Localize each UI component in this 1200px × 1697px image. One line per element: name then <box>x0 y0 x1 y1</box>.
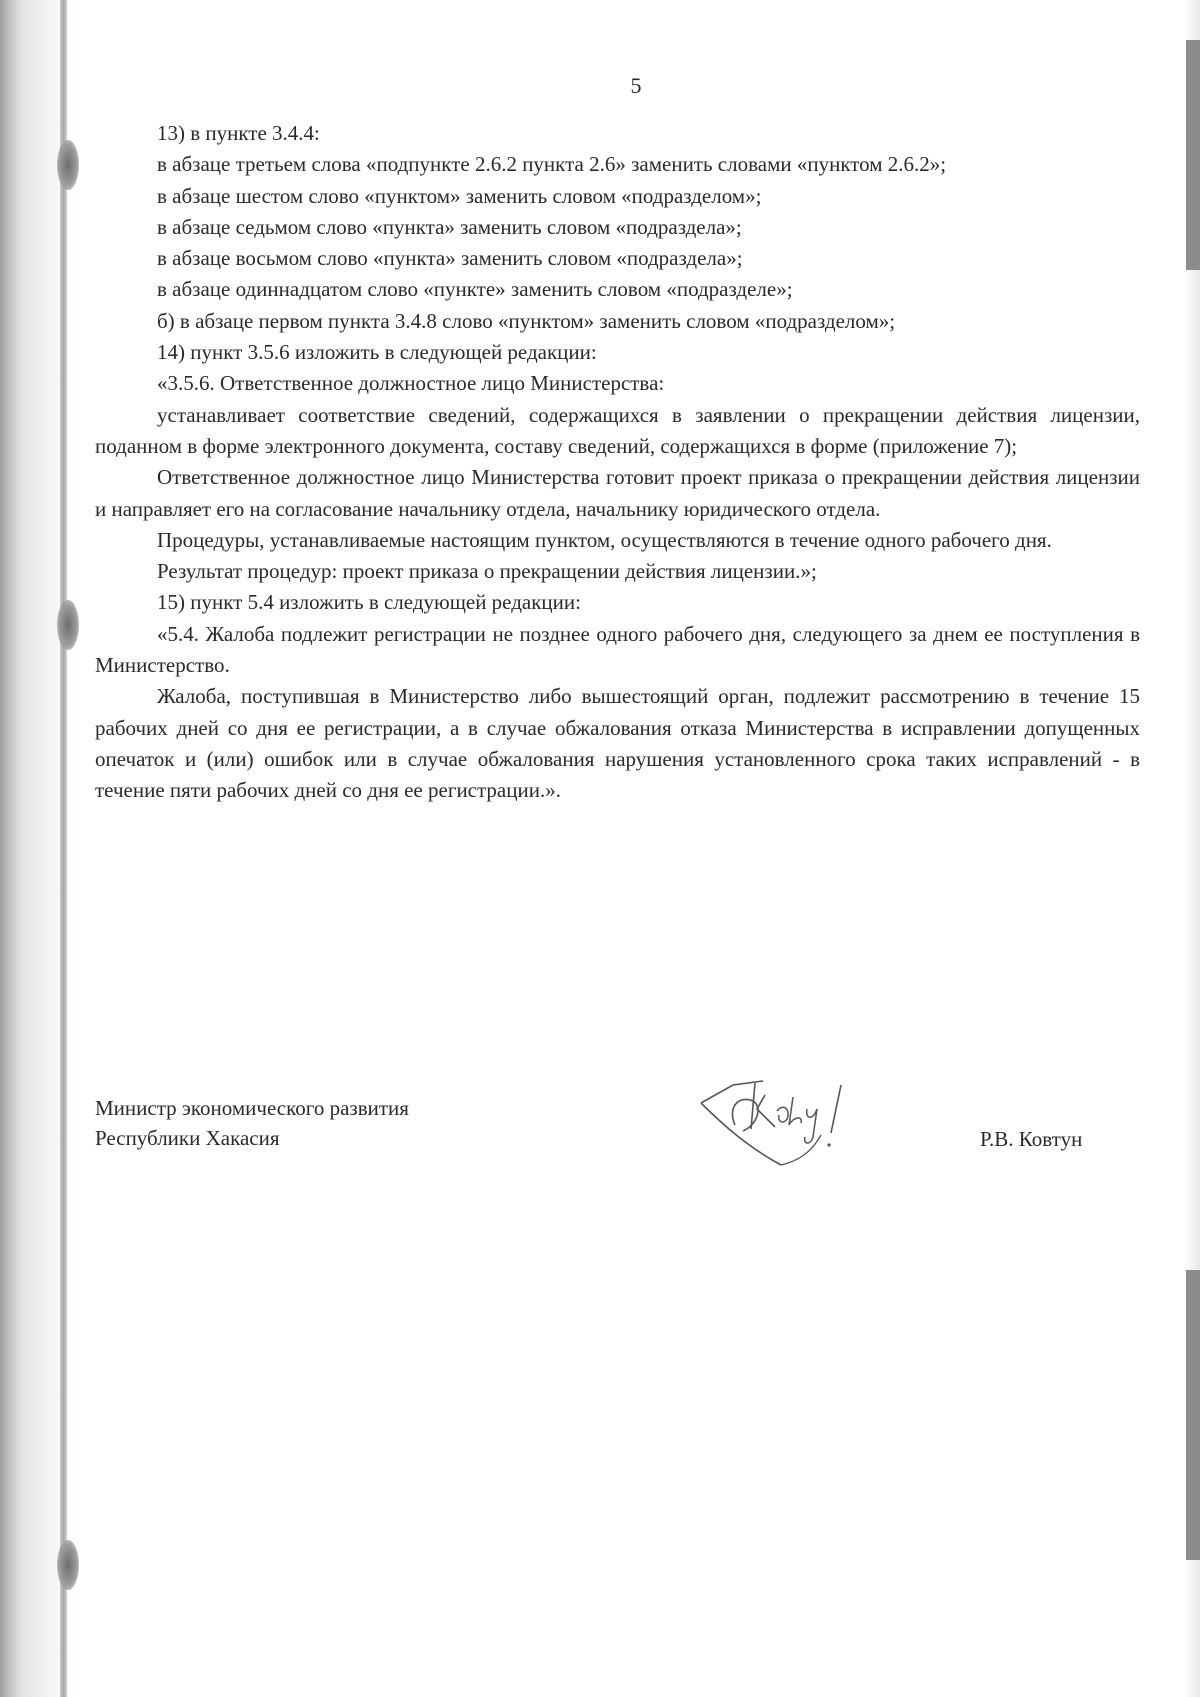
body-paragraph: в абзаце седьмом слово «пункта» заменить словом «подраздела»; <box>157 214 742 239</box>
body-paragraph: Жалоба, поступившая в Министерство либо вышестоящий орган, подлежит рассмотрению в течение 15 рабочих дней со дня ее регистрации, а в случае обжалования отказа Министерства в исправлении допущенных опечаток и (или) ошибок или в случае обжалования нарушения установленного срока таких исправлений - в течение пяти рабочих дней со дня ее регистрации.». <box>95 684 1140 803</box>
body-paragraph: б) в абзаце первом пункта 3.4.8 слово «пунктом» заменить словом «подразделом»; <box>157 308 896 333</box>
punch-hole <box>57 1540 79 1590</box>
body-paragraph: Процедуры, устанавливаемые настоящим пунктом, осуществляются в течение одного рабочего дня. <box>157 527 1052 552</box>
signatory-name: Р.В. Ковтун <box>980 1127 1083 1151</box>
body-paragraph: в абзаце третьем слова «подпункте 2.6.2 пункта 2.6» заменить словами «пунктом 2.6.2»; <box>157 152 947 177</box>
body-paragraph: 14) пункт 3.5.6 изложить в следующей редакции: <box>157 340 597 365</box>
signatory-position <box>95 1093 555 1153</box>
handwritten-signature <box>693 1065 893 1175</box>
body-paragraph: 15) пункт 5.4 изложить в следующей редакции: <box>157 590 581 615</box>
punch-hole <box>57 600 79 650</box>
body-paragraph: «5.4. Жалоба подлежит регистрации не позднее одного рабочего дня, следующего за днем ее поступления в Министерство. <box>95 621 1140 678</box>
body-paragraph: 13) в пункте 3.4.4: <box>157 121 320 145</box>
body-paragraph: устанавливает соответствие сведений, содержащихся в заявлении о прекращении действия лицензии, поданном в форме электронного документа, составу сведений, содержащихся в форме (приложение 7); <box>95 402 1140 458</box>
body-paragraph: Ответственное должностное лицо Министерства готовит проект приказа о прекращении действия лицензии и направляет его на согласование начальнику отдела, начальнику юридического отдела. <box>95 465 1140 521</box>
signatory-position-line: Министр экономического развития <box>95 1096 409 1120</box>
body-paragraph: в абзаце шестом слово «пунктом» заменить словом «подразделом»; <box>157 183 762 208</box>
page-number: 5 <box>630 73 642 98</box>
body-paragraph: Результат процедур: проект приказа о прекращении действия лицензии.»; <box>157 559 817 584</box>
signatory-position-line: Республики Хакасия <box>95 1126 280 1150</box>
body-paragraph: в абзаце восьмом слово «пункта» заменить словом «подраздела»; <box>157 246 743 271</box>
body-paragraph: «3.5.6. Ответственное должностное лицо Министерства: <box>157 371 665 396</box>
punch-hole <box>57 140 79 190</box>
body-paragraph: в абзаце одиннадцатом слово «пункте» заменить словом «подразделе»; <box>157 277 793 302</box>
scan-edge-mark <box>1186 1270 1200 1560</box>
document-body <box>95 118 1140 807</box>
scan-binding-shadow <box>60 0 67 1697</box>
